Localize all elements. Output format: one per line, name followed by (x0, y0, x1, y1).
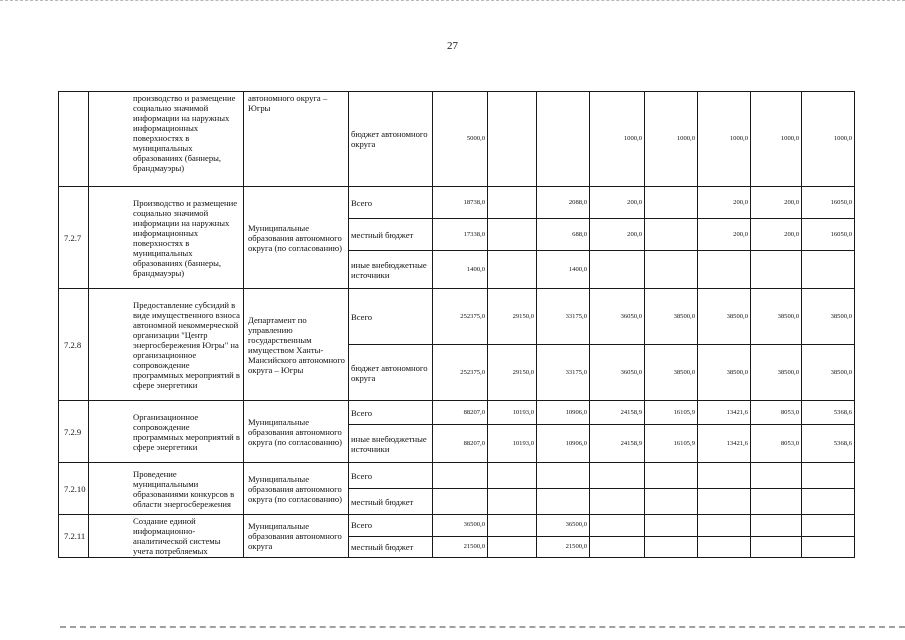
year-value (488, 219, 537, 251)
year-value (802, 536, 855, 558)
year-value: 33175,0 (537, 289, 590, 345)
year-value (645, 489, 698, 515)
year-value: 36050,0 (590, 345, 645, 401)
year-value (488, 187, 537, 219)
funding-source: иные внебюджетные источники (349, 251, 433, 289)
row-index: 7.2.10 (59, 463, 89, 515)
year-value (645, 536, 698, 558)
year-value: 33175,0 (537, 345, 590, 401)
year-value: 16050,0 (802, 219, 855, 251)
year-value: 29150,0 (488, 345, 537, 401)
total-value: 252375,0 (433, 289, 488, 345)
funding-source: местный бюджет (349, 536, 433, 558)
row-index: 7.2.9 (59, 401, 89, 463)
year-value: 10193,0 (488, 425, 537, 463)
program-table (58, 91, 855, 558)
year-value (698, 515, 751, 537)
year-value: 38500,0 (802, 345, 855, 401)
executor-name: Муниципальные образования автономного округа (по согласованию) (244, 187, 349, 289)
year-value (590, 536, 645, 558)
year-value: 1000,0 (645, 92, 698, 187)
year-value (645, 219, 698, 251)
year-value (590, 515, 645, 537)
year-value (802, 463, 855, 489)
year-value: 21500,0 (537, 536, 590, 558)
year-value: 200,0 (698, 187, 751, 219)
total-value: 36500,0 (433, 515, 488, 537)
year-value: 36500,0 (537, 515, 590, 537)
measure-name: Предоставление субсидий в виде имущественного взноса автономной некоммерческой организации "Центр энергосбережения Югры" на организационное сопровождение программных мероприятий в сфере энергетики (89, 289, 244, 401)
year-value: 5368,6 (802, 425, 855, 463)
executor-name: Департамент по управлению государственным имуществом Ханты-Мансийского автономного округа – Югры (244, 289, 349, 401)
year-value (488, 515, 537, 537)
measure-name: Проведение муниципальными образованиями конкурсов в области энергосбережения (89, 463, 244, 515)
year-value: 38500,0 (751, 289, 802, 345)
year-value (488, 463, 537, 489)
funding-source: Всего (349, 463, 433, 489)
executor-name: автономного округа – Югры (244, 92, 349, 187)
year-value: 16105,9 (645, 401, 698, 425)
year-value: 8053,0 (751, 425, 802, 463)
total-value: 88207,0 (433, 425, 488, 463)
year-value: 8053,0 (751, 401, 802, 425)
measure-name: Создание единой информационно-аналитической системы учета потребляемых (89, 515, 244, 558)
funding-source: бюджет автономного округа (349, 92, 433, 187)
year-value (488, 489, 537, 515)
year-value (537, 489, 590, 515)
funding-source: Всего (349, 515, 433, 537)
year-value: 200,0 (751, 219, 802, 251)
year-value: 38500,0 (751, 345, 802, 401)
total-value: 5000,0 (433, 92, 488, 187)
year-value (645, 463, 698, 489)
total-value: 1400,0 (433, 251, 488, 289)
year-value (751, 515, 802, 537)
funding-source: Всего (349, 401, 433, 425)
funding-source: местный бюджет (349, 219, 433, 251)
table-row (59, 515, 855, 537)
table-row (59, 92, 855, 187)
year-value (537, 92, 590, 187)
table-row (59, 187, 855, 219)
year-value: 2088,0 (537, 187, 590, 219)
table-row (59, 401, 855, 425)
year-value (802, 515, 855, 537)
year-value (698, 536, 751, 558)
year-value: 200,0 (590, 187, 645, 219)
year-value: 688,0 (537, 219, 590, 251)
year-value: 36050,0 (590, 289, 645, 345)
year-value (698, 489, 751, 515)
total-value (433, 463, 488, 489)
year-value: 16105,9 (645, 425, 698, 463)
year-value: 200,0 (590, 219, 645, 251)
executor-name: Муниципальные образования автономного округа (по согласованию) (244, 463, 349, 515)
year-value (751, 463, 802, 489)
year-value (802, 251, 855, 289)
total-value: 21500,0 (433, 536, 488, 558)
measure-name: производство и размещение социально значимой информации на наружных информационных поверхностях в муниципальных образованиях (баннеры, брандмауэры) (89, 92, 244, 187)
funding-source: местный бюджет (349, 489, 433, 515)
year-value: 24158,9 (590, 425, 645, 463)
year-value (590, 251, 645, 289)
year-value (488, 92, 537, 187)
year-value: 10906,0 (537, 425, 590, 463)
total-value (433, 489, 488, 515)
year-value: 24158,9 (590, 401, 645, 425)
measure-name: Организационное сопровождение программных мероприятий в сфере энергетики (89, 401, 244, 463)
row-index: 7.2.7 (59, 187, 89, 289)
year-value (590, 463, 645, 489)
row-index: 7.2.11 (59, 515, 89, 558)
year-value: 38500,0 (802, 289, 855, 345)
year-value (698, 251, 751, 289)
year-value (698, 463, 751, 489)
year-value (751, 251, 802, 289)
funding-source: иные внебюджетные источники (349, 425, 433, 463)
year-value: 16050,0 (802, 187, 855, 219)
row-index (59, 92, 89, 187)
executor-name: Муниципальные образования автономного округа (по согласованию) (244, 401, 349, 463)
year-value (488, 536, 537, 558)
year-value (751, 489, 802, 515)
year-value: 1000,0 (751, 92, 802, 187)
year-value (645, 515, 698, 537)
page-number: 27 (447, 40, 458, 52)
year-value: 29150,0 (488, 289, 537, 345)
year-value: 5368,6 (802, 401, 855, 425)
year-value (645, 251, 698, 289)
total-value: 17338,0 (433, 219, 488, 251)
year-value (802, 489, 855, 515)
year-value: 38500,0 (698, 289, 751, 345)
funding-source: бюджет автономного округа (349, 345, 433, 401)
funding-source: Всего (349, 187, 433, 219)
year-value: 1400,0 (537, 251, 590, 289)
scan-bottom-edge (60, 626, 905, 631)
row-index: 7.2.8 (59, 289, 89, 401)
year-value: 10193,0 (488, 401, 537, 425)
year-value (590, 489, 645, 515)
year-value: 200,0 (698, 219, 751, 251)
measure-name: Производство и размещение социально значимой информации на наружных информационных поверхностях в муниципальных образованиях (баннеры, брандмауэры) (89, 187, 244, 289)
year-value (645, 187, 698, 219)
year-value: 13421,6 (698, 425, 751, 463)
table-row (59, 463, 855, 489)
year-value: 38500,0 (645, 289, 698, 345)
year-value: 200,0 (751, 187, 802, 219)
year-value (751, 536, 802, 558)
total-value: 252375,0 (433, 345, 488, 401)
total-value: 18738,0 (433, 187, 488, 219)
funding-source: Всего (349, 289, 433, 345)
executor-name: Муниципальные образования автономного округа (244, 515, 349, 558)
year-value (537, 463, 590, 489)
year-value: 1000,0 (698, 92, 751, 187)
year-value: 38500,0 (645, 345, 698, 401)
year-value: 1000,0 (590, 92, 645, 187)
table-row (59, 289, 855, 345)
year-value: 10906,0 (537, 401, 590, 425)
total-value: 88207,0 (433, 401, 488, 425)
year-value: 1000,0 (802, 92, 855, 187)
year-value (488, 251, 537, 289)
year-value: 38500,0 (698, 345, 751, 401)
year-value: 13421,6 (698, 401, 751, 425)
scan-top-edge (0, 0, 905, 3)
